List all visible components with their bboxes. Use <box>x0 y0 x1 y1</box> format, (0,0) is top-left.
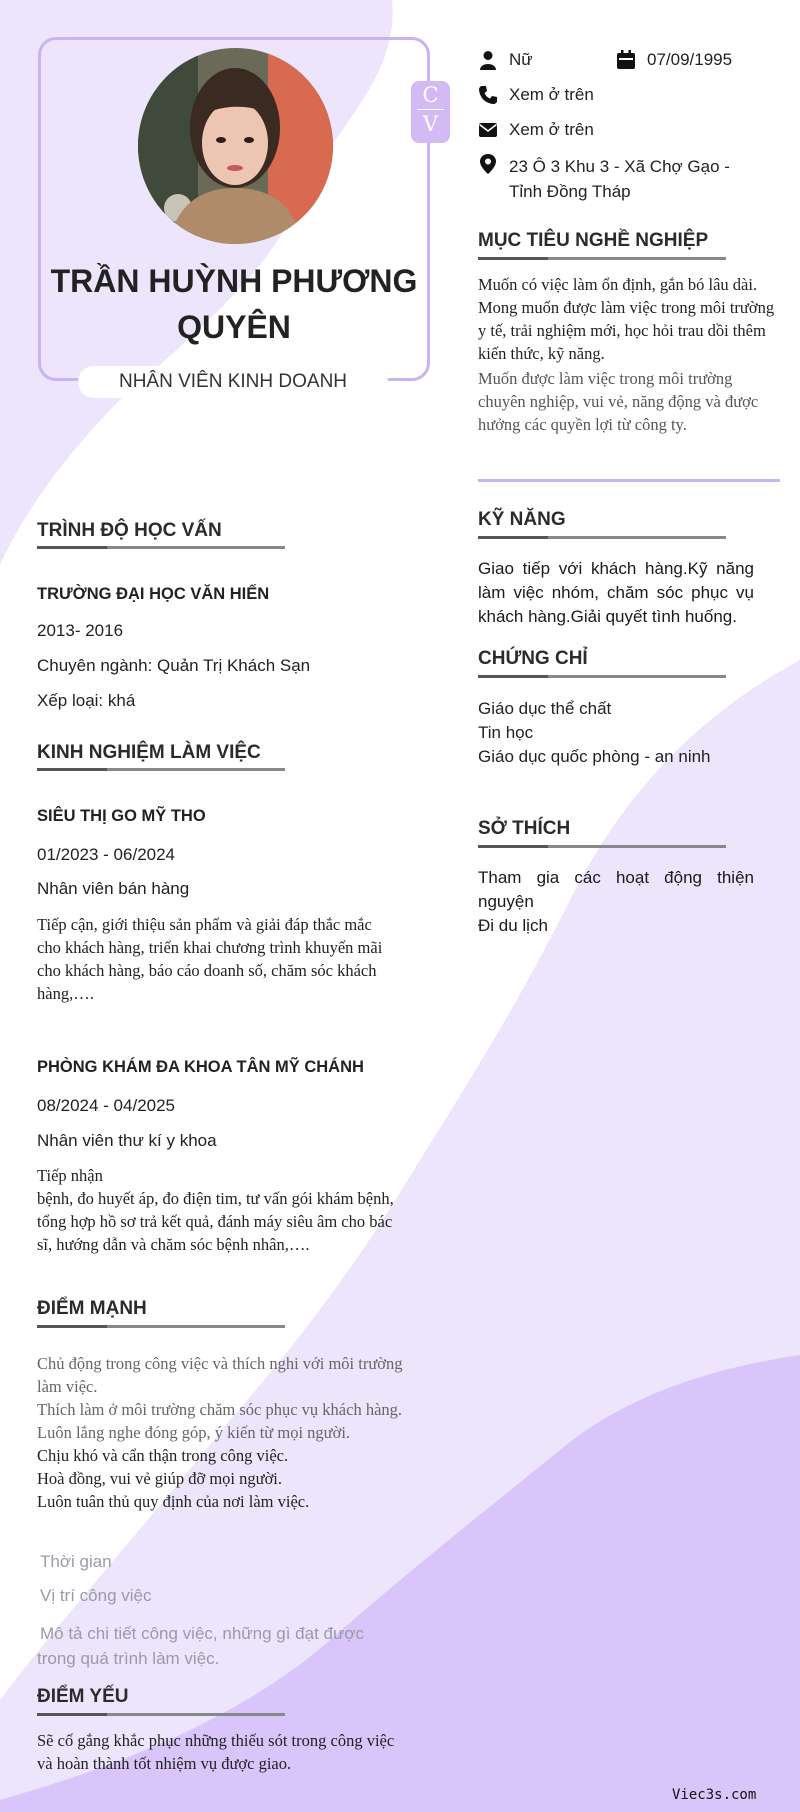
education-period: 2013- 2016 <box>37 621 124 640</box>
strength-item: Luôn tuân thủ quy định của nơi làm việc. <box>37 1492 310 1511</box>
hobbies-rule <box>478 845 726 848</box>
envelope-icon <box>478 120 498 140</box>
job-2-company: PHÒNG KHÁM ĐA KHOA TÂN MỸ CHÁNH <box>37 1058 364 1076</box>
job-2-period: 08/2024 - 04/2025 <box>37 1096 176 1115</box>
strengths-rule <box>37 1325 285 1328</box>
certificate-item: Giáo dục quốc phòng - an ninh <box>478 747 711 766</box>
hobbies-heading: SỞ THÍCH <box>478 818 571 839</box>
location-pin-icon <box>478 154 498 174</box>
education-major: Chuyên ngành: Quản Trị Khách Sạn <box>37 656 311 675</box>
skills-text: Giao tiếp với khách hàng.Kỹ năng làm việc nhóm, chăm sóc phục vụ khách hàng.Giải quyết tình huống. <box>478 559 754 626</box>
candidate-name: TRẦN HUỲNH PHƯƠNG QUYÊN <box>50 263 418 345</box>
job-2-description: bệnh, đo huyết áp, đo điện tim, tư vấn gói khám bệnh, tổng hợp hồ sơ trả kết quả, đánh máy siêu âm cho bác sĩ, hướng dẫn và chăm sóc bệnh nhân,…. <box>37 1189 394 1254</box>
hobby-item: Đi du lịch <box>478 916 548 935</box>
section-divider <box>478 479 780 482</box>
skills-rule <box>478 536 726 539</box>
calendar-icon <box>616 50 636 70</box>
placeholder-description: Mô tả chi tiết công việc, những gì đạt được trong quá trình làm việc. <box>37 1624 365 1668</box>
email-row <box>478 120 778 140</box>
objective-text-1: Muốn có việc làm ổn định, gắn bó lâu dài. Mong muốn được làm việc trong môi trường y tế, trải nghiệm mới, học hỏi trau dồi thêm kiến thức, kỹ năng. <box>478 275 775 363</box>
strength-item: Chủ động trong công việc và thích nghi với môi trường làm việc. <box>37 1354 403 1396</box>
weaknesses-text: Sẽ cố gắng khắc phục những thiếu sót trong công việc và hoàn thành tốt nhiệm vụ được giao. <box>37 1731 395 1773</box>
skills-heading: KỸ NĂNG <box>478 509 566 530</box>
birthday-value: 07/09/1995 <box>647 50 733 69</box>
weaknesses-rule <box>37 1713 285 1716</box>
job-1-description: Tiếp cận, giới thiệu sản phẩm và giải đáp thắc mắc cho khách hàng, triển khai chương trình khuyến mãi cho khách hàng, báo cáo doanh số, chăm sóc khách hàng,…. <box>37 915 383 1003</box>
certificates-heading: CHỨNG CHỈ <box>478 648 588 669</box>
phone-row <box>478 85 778 105</box>
certificates-rule <box>478 675 726 678</box>
weaknesses-heading: ĐIỂM YẾU <box>37 1686 129 1707</box>
cv-badge <box>411 81 450 143</box>
phone-icon <box>478 85 498 105</box>
email-value: Xem ở trên <box>509 120 594 139</box>
strengths-heading: ĐIỂM MẠNH <box>37 1298 147 1319</box>
placeholder-time: Thời gian <box>40 1552 112 1571</box>
certificate-item: Giáo dục thể chất <box>478 699 612 718</box>
strengths-list <box>37 1352 407 1513</box>
user-icon <box>478 50 498 70</box>
gender-value: Nữ <box>509 50 533 69</box>
gender-row <box>478 50 628 70</box>
certificates-list <box>478 697 758 769</box>
objective-heading: MỤC TIÊU NGHỀ NGHIỆP <box>478 230 709 251</box>
certificate-item: Tin học <box>478 723 534 742</box>
experience-rule <box>37 768 285 771</box>
strength-item: Luôn lắng nghe đóng góp, ý kiến từ mọi người. <box>37 1423 351 1442</box>
strength-item: Chịu khó và cẩn thận trong công việc. <box>37 1446 289 1465</box>
job-1-period: 01/2023 - 06/2024 <box>37 845 176 864</box>
education-rule <box>37 546 285 549</box>
hobbies-list <box>478 866 754 938</box>
placeholder-position: Vị trí công việc <box>40 1586 152 1605</box>
profile-photo <box>138 48 333 244</box>
job-title: NHÂN VIÊN KINH DOANH <box>78 366 388 398</box>
school-name: TRƯỜNG ĐẠI HỌC VĂN HIẾN <box>37 585 270 603</box>
address-row <box>478 154 758 204</box>
birthday-row <box>616 50 786 70</box>
job-1-company: SIÊU THỊ GO MỸ THO <box>37 807 206 825</box>
education-heading: TRÌNH ĐỘ HỌC VẤN <box>37 520 222 541</box>
watermark: Viec3s.com <box>672 1787 757 1803</box>
address-value: 23 Ô 3 Khu 3 - Xã Chợ Gạo - Tỉnh Đồng Tháp <box>509 157 730 201</box>
job-1-role: Nhân viên bán hàng <box>37 879 190 898</box>
strength-item: Hoà đồng, vui vẻ giúp đỡ mọi người. <box>37 1469 283 1488</box>
strength-item: Thích làm ở môi trường chăm sóc phục vụ khách hàng. <box>37 1400 403 1419</box>
objective-text-2: Muốn được làm việc trong môi trường chuyên nghiệp, vui vẻ, năng động và được hưởng các quyền lợi từ công ty. <box>478 369 759 434</box>
hobby-item: Tham gia các hoạt động thiện nguyện <box>478 868 754 911</box>
objective-rule <box>478 257 726 260</box>
experience-heading: KINH NGHIỆM LÀM VIỆC <box>37 742 261 763</box>
job-2-description-label: Tiếp nhận <box>37 1166 103 1185</box>
phone-value: Xem ở trên <box>509 85 594 104</box>
job-2-role: Nhân viên thư kí y khoa <box>37 1131 217 1150</box>
cv-badge-letter-c: C <box>422 83 439 107</box>
education-grade: Xếp loại: khá <box>37 691 136 710</box>
cv-badge-letter-v: V <box>422 112 439 136</box>
